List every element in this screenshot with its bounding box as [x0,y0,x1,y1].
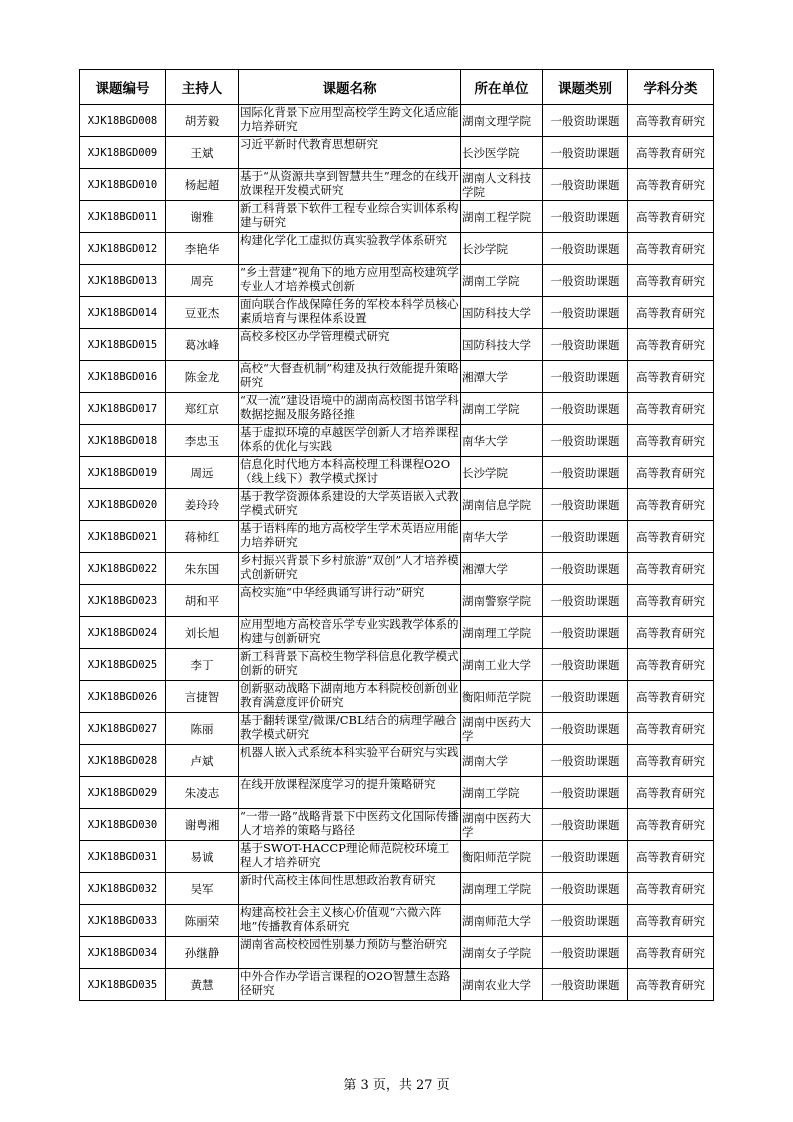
cell-unit: 湖南理工学院 [461,617,543,649]
cell-unit: 湖南中医药大学 [461,809,543,841]
cell-unit: 湖南大学 [461,745,543,777]
cell-code: XJK18BGD009 [80,137,166,169]
cell-title [239,745,461,777]
cell-subject: 高等教育研究 [628,393,714,425]
cell-code: XJK18BGD026 [80,681,166,713]
table-row [80,105,714,137]
cell-type: 一般资助课题 [543,617,628,649]
table-row [80,937,714,969]
cell-type: 一般资助课题 [543,233,628,265]
cell-type: 一般资助课题 [543,137,628,169]
cell-host: 葛冰峰 [166,329,239,361]
cell-title [239,713,461,745]
cell-host: 朱东国 [166,553,239,585]
cell-subject: 高等教育研究 [628,617,714,649]
cell-host: 陈丽 [166,713,239,745]
cell-unit: 湖南女子学院 [461,937,543,969]
cell-title [239,873,461,905]
cell-unit: 湖南工学院 [461,777,543,809]
cell-subject: 高等教育研究 [628,873,714,905]
title-text: 基于“从资源共享到智慧共生”理念的在线开放课程开发模式研究 [240,169,459,197]
table-row [80,553,714,585]
cell-subject: 高等教育研究 [628,169,714,201]
cell-title [239,809,461,841]
cell-subject: 高等教育研究 [628,521,714,553]
title-text: 高校多校区办学管理模式研究 [240,329,390,343]
cell-code: XJK18BGD014 [80,297,166,329]
table-row [80,457,714,489]
cell-type: 一般资助课题 [543,265,628,297]
header-host: 主持人 [166,70,239,105]
cell-unit: 湖南工程学院 [461,201,543,233]
cell-host: 蒋柿红 [166,521,239,553]
cell-type: 一般资助课题 [543,553,628,585]
cell-code: XJK18BGD008 [80,105,166,137]
title-text: 构建化学化工虚拟仿真实验教学体系研究 [240,233,447,247]
title-text: 中外合作办学语言课程的O2O智慧生态路径研究 [240,969,451,997]
cell-host: 杨起超 [166,169,239,201]
project-table [79,69,714,1001]
title-text: 构建高校社会主义核心价值观“六微六阵地”传播教育体系研究 [240,905,442,933]
cell-host: 刘长旭 [166,617,239,649]
cell-unit: 国防科技大学 [461,329,543,361]
table-row [80,713,714,745]
cell-title [239,777,461,809]
cell-host: 豆亚杰 [166,297,239,329]
table-row [80,585,714,617]
header-type: 课题类别 [543,70,628,105]
cell-title [239,553,461,585]
header-unit: 所在单位 [461,70,543,105]
title-text: 应用型地方高校音乐学专业实践教学体系的构建与创新研究 [240,617,459,645]
cell-code: XJK18BGD029 [80,777,166,809]
cell-code: XJK18BGD027 [80,713,166,745]
cell-code: XJK18BGD030 [80,809,166,841]
cell-type: 一般资助课题 [543,425,628,457]
cell-code: XJK18BGD023 [80,585,166,617]
cell-code: XJK18BGD017 [80,393,166,425]
page-footer: 第 3 页，共 27 页 [343,1078,450,1093]
cell-host: 周亮 [166,265,239,297]
title-text: 基于翻转课堂/微课/CBL结合的病理学融合教学模式研究 [240,713,457,741]
cell-subject: 高等教育研究 [628,841,714,873]
cell-subject: 高等教育研究 [628,553,714,585]
cell-title [239,969,461,1001]
cell-unit: 湖南工学院 [461,393,543,425]
cell-title [239,681,461,713]
cell-title [239,521,461,553]
title-text: 基于虚拟环境的卓越医学创新人才培养课程体系的优化与实践 [240,425,459,453]
table-row [80,617,714,649]
cell-unit: 南华大学 [461,425,543,457]
cell-type: 一般资助课题 [543,105,628,137]
title-text: 创新驱动战略下湖南地方本科院校创新创业教育满意度评价研究 [240,681,459,709]
cell-host: 李艳华 [166,233,239,265]
cell-code: XJK18BGD022 [80,553,166,585]
cell-code: XJK18BGD020 [80,489,166,521]
header-title: 课题名称 [239,70,461,105]
cell-unit: 湖南文理学院 [461,105,543,137]
cell-host: 孙继静 [166,937,239,969]
cell-host: 吴军 [166,873,239,905]
cell-host: 易诚 [166,841,239,873]
cell-host: 周远 [166,457,239,489]
table-row [80,297,714,329]
cell-type: 一般资助课题 [543,681,628,713]
cell-code: XJK18BGD033 [80,905,166,937]
title-text: “双一流”建设语境中的湖南高校图书馆学科数据挖掘及服务路径推 [240,393,459,421]
cell-title [239,105,461,137]
cell-unit: 国防科技大学 [461,297,543,329]
cell-subject: 高等教育研究 [628,649,714,681]
title-text: 新工科背景下软件工程专业综合实训体系构建与研究 [240,201,459,229]
header-code: 课题编号 [80,70,166,105]
cell-unit: 南华大学 [461,521,543,553]
cell-type: 一般资助课题 [543,841,628,873]
cell-unit: 衡阳师范学院 [461,681,543,713]
cell-subject: 高等教育研究 [628,329,714,361]
title-text: 机器人嵌入式系统本科实验平台研究与实践 [240,745,459,759]
cell-subject: 高等教育研究 [628,681,714,713]
cell-code: XJK18BGD024 [80,617,166,649]
cell-unit: 湖南农业大学 [461,969,543,1001]
table-row [80,745,714,777]
cell-code: XJK18BGD025 [80,649,166,681]
table-row [80,777,714,809]
title-text: 国际化背景下应用型高校学生跨文化适应能力培养研究 [240,105,459,133]
cell-title [239,169,461,201]
cell-host: 谢粤湘 [166,809,239,841]
table-row [80,809,714,841]
table-row [80,841,714,873]
cell-title [239,361,461,393]
cell-unit: 湖南理工学院 [461,873,543,905]
cell-subject: 高等教育研究 [628,201,714,233]
table-body [80,105,714,1001]
table-row [80,329,714,361]
cell-type: 一般资助课题 [543,201,628,233]
cell-title [239,937,461,969]
cell-host: 姜玲玲 [166,489,239,521]
title-text: 新时代高校主体间性思想政治教育研究 [240,873,436,887]
cell-unit: 长沙学院 [461,233,543,265]
cell-title [239,393,461,425]
cell-type: 一般资助课题 [543,873,628,905]
title-text: 高校“大督查机制”构建及执行效能提升策略研究 [240,361,459,389]
cell-title [239,457,461,489]
cell-type: 一般资助课题 [543,489,628,521]
cell-code: XJK18BGD016 [80,361,166,393]
cell-type: 一般资助课题 [543,777,628,809]
title-text: “一带一路”战略背景下中医药文化国际传播人才培养的策略与路径 [240,809,459,837]
cell-subject: 高等教育研究 [628,425,714,457]
cell-host: 李丁 [166,649,239,681]
cell-unit: 湖南师范大学 [461,905,543,937]
cell-type: 一般资助课题 [543,905,628,937]
cell-subject: 高等教育研究 [628,233,714,265]
table-row [80,649,714,681]
cell-subject: 高等教育研究 [628,489,714,521]
cell-code: XJK18BGD031 [80,841,166,873]
cell-unit: 湖南工业大学 [461,649,543,681]
cell-host: 陈丽荣 [166,905,239,937]
cell-type: 一般资助课题 [543,393,628,425]
cell-code: XJK18BGD034 [80,937,166,969]
cell-unit: 衡阳师范学院 [461,841,543,873]
title-text: 基于教学资源体系建设的大学英语嵌入式教学模式研究 [240,489,459,517]
cell-subject: 高等教育研究 [628,713,714,745]
cell-subject: 高等教育研究 [628,361,714,393]
cell-subject: 高等教育研究 [628,297,714,329]
cell-title [239,649,461,681]
cell-host: 朱凌志 [166,777,239,809]
cell-host: 陈金龙 [166,361,239,393]
cell-subject: 高等教育研究 [628,969,714,1001]
cell-subject: 高等教育研究 [628,457,714,489]
cell-unit: 湘潭大学 [461,553,543,585]
cell-title [239,905,461,937]
cell-code: XJK18BGD013 [80,265,166,297]
table-row [80,201,714,233]
cell-type: 一般资助课题 [543,969,628,1001]
cell-unit: 湖南信息学院 [461,489,543,521]
cell-unit: 湘潭大学 [461,361,543,393]
cell-title [239,137,461,169]
cell-code: XJK18BGD012 [80,233,166,265]
cell-title [239,265,461,297]
cell-host: 言捷智 [166,681,239,713]
cell-unit: 长沙学院 [461,457,543,489]
cell-title [239,585,461,617]
cell-subject: 高等教育研究 [628,937,714,969]
cell-subject: 高等教育研究 [628,777,714,809]
title-text: 新工科背景下高校生物学科信息化教学模式创新的研究 [240,649,459,677]
cell-host: 卢斌 [166,745,239,777]
cell-host: 谢雅 [166,201,239,233]
cell-code: XJK18BGD028 [80,745,166,777]
table-row [80,873,714,905]
table-row [80,905,714,937]
cell-subject: 高等教育研究 [628,905,714,937]
cell-type: 一般资助课题 [543,457,628,489]
table-header-row [80,70,714,105]
table-row [80,425,714,457]
cell-title [239,425,461,457]
title-text: 基于SWOT-HACCP理论师范院校环境工程人才培养研究 [240,841,450,869]
cell-code: XJK18BGD021 [80,521,166,553]
table-row [80,489,714,521]
cell-host: 胡芳毅 [166,105,239,137]
table-row [80,969,714,1001]
cell-code: XJK18BGD032 [80,873,166,905]
cell-type: 一般资助课题 [543,809,628,841]
cell-type: 一般资助课题 [543,521,628,553]
cell-type: 一般资助课题 [543,329,628,361]
title-text: “乡土营建”视角下的地方应用型高校建筑学专业人才培养模式创新 [240,265,459,293]
title-text: 面向联合作战保障任务的军校本科学员核心素质培育与课程体系设置 [240,297,459,325]
cell-code: XJK18BGD035 [80,969,166,1001]
cell-type: 一般资助课题 [543,585,628,617]
cell-type: 一般资助课题 [543,297,628,329]
cell-type: 一般资助课题 [543,745,628,777]
cell-code: XJK18BGD010 [80,169,166,201]
table-row [80,137,714,169]
cell-subject: 高等教育研究 [628,745,714,777]
cell-subject: 高等教育研究 [628,137,714,169]
cell-type: 一般资助课题 [543,649,628,681]
title-text: 湖南省高校校园性别暴力预防与整治研究 [240,937,447,951]
cell-code: XJK18BGD015 [80,329,166,361]
cell-type: 一般资助课题 [543,169,628,201]
cell-code: XJK18BGD018 [80,425,166,457]
cell-title [239,489,461,521]
cell-type: 一般资助课题 [543,361,628,393]
table-row [80,521,714,553]
cell-title [239,201,461,233]
cell-title [239,841,461,873]
title-text: 基于语料库的地方高校学生学术英语应用能力培养研究 [240,521,459,549]
title-text: 乡村振兴背景下乡村旅游“双创”人才培养模式创新研究 [240,553,459,581]
cell-subject: 高等教育研究 [628,105,714,137]
cell-unit: 湖南中医药大学 [461,713,543,745]
table-row [80,393,714,425]
title-text: 习近平新时代教育思想研究 [240,137,378,151]
cell-subject: 高等教育研究 [628,809,714,841]
cell-type: 一般资助课题 [543,713,628,745]
table-row [80,233,714,265]
table-row [80,681,714,713]
table-row [80,169,714,201]
cell-type: 一般资助课题 [543,937,628,969]
cell-unit: 湖南人文科技学院 [461,169,543,201]
cell-code: XJK18BGD019 [80,457,166,489]
cell-title [239,297,461,329]
cell-host: 李忠玉 [166,425,239,457]
cell-host: 黄慧 [166,969,239,1001]
cell-subject: 高等教育研究 [628,265,714,297]
cell-title [239,329,461,361]
title-text: 高校实施“中华经典诵写讲行动”研究 [240,585,425,599]
cell-subject: 高等教育研究 [628,585,714,617]
cell-title [239,233,461,265]
cell-title [239,617,461,649]
cell-unit: 湖南警察学院 [461,585,543,617]
cell-host: 王斌 [166,137,239,169]
cell-host: 郑红京 [166,393,239,425]
cell-code: XJK18BGD011 [80,201,166,233]
table-row [80,361,714,393]
title-text: 信息化时代地方本科高校理工科课程O2O（线上线下）教学模式探讨 [240,457,451,485]
table-row [80,265,714,297]
title-text: 在线开放课程深度学习的提升策略研究 [240,777,436,791]
cell-host: 胡和平 [166,585,239,617]
header-subject: 学科分类 [628,70,714,105]
cell-unit: 长沙医学院 [461,137,543,169]
cell-unit: 湖南工学院 [461,265,543,297]
